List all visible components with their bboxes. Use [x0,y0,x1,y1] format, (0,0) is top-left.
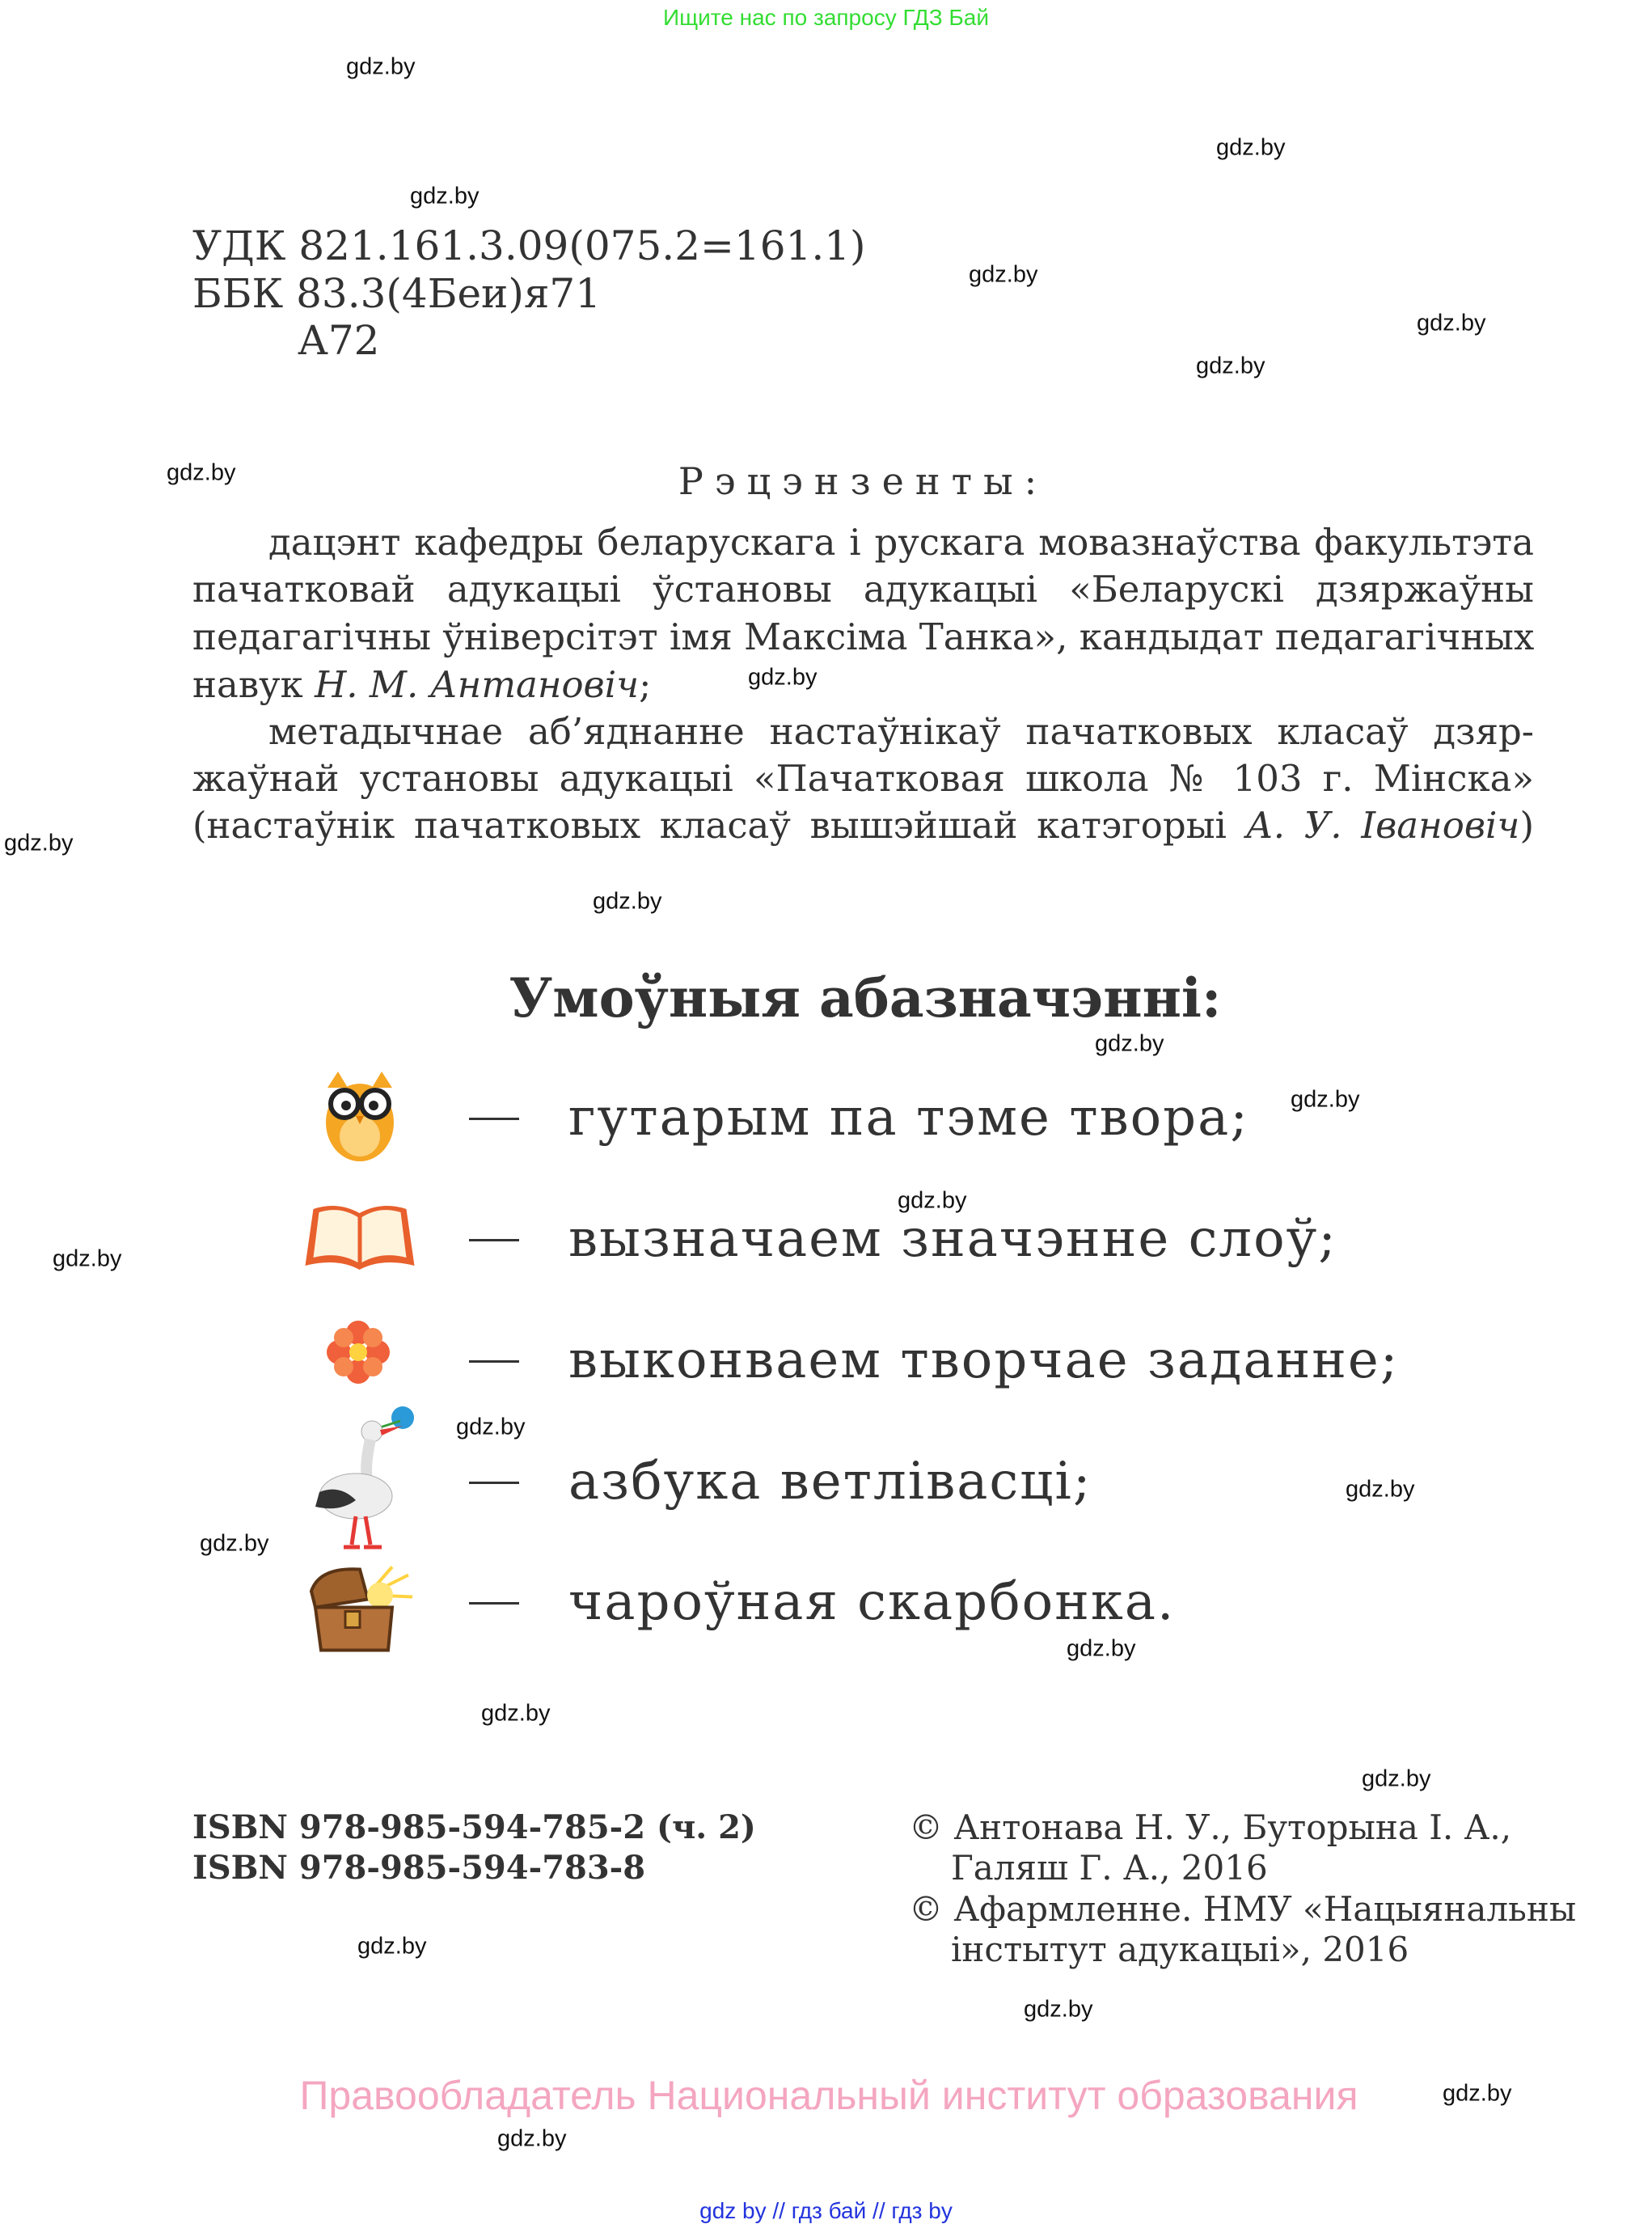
bbk-line: ББК 83.3(4Беи)я71 [192,270,602,317]
watermark: gdz.by [1291,1086,1360,1113]
legend-dash [469,1239,519,1241]
treasure-chest-icon [303,1563,416,1656]
legend-item-text: чароўная скарбонка. [568,1572,1176,1632]
top-banner[interactable]: Ищите нас по запросу ГДЗ Бай [662,5,990,30]
watermark: gdz.by [1362,1765,1431,1792]
watermark: gdz.by [593,888,662,915]
watermark: gdz.by [1216,134,1286,161]
reviewer-line [192,662,1534,708]
watermark: gdz.by [4,830,74,856]
legend-title: Умоўныя абазначэнні: [509,966,1222,1030]
legend-item-text: вызначаем значэнне слоў; [568,1209,1337,1269]
flower-icon [326,1320,391,1385]
watermark: gdz.by [481,1700,551,1727]
reviewer-name: А. У. Івановіч [1245,804,1520,847]
copyright-authors-cont: Галяш Г. А., 2016 [951,1848,1268,1888]
watermark: gdz.by [357,1933,427,1960]
watermark: gdz.by [1095,1030,1164,1057]
reviewers-title: Рэцэнзенты: [678,459,1049,503]
watermark: gdz.by [898,1187,967,1214]
text: ; [639,663,652,706]
copyright-design-cont: інстытут адукацыі», 2016 [951,1930,1409,1969]
watermark: gdz.by [1443,2080,1512,2107]
watermark: gdz.by [1346,1476,1415,1503]
reviewer-line: метадычнае аб’яднанне настаўнікаў пачатковых класаў дзяр- [268,710,1534,753]
copyright-authors: © Антонава Н. У., Буторына І. А., [909,1808,1512,1847]
legend-item-text: азбука ветлівасці; [568,1452,1092,1512]
author-mark: А72 [298,317,380,364]
reviewer-name: Н. М. Антановіч [315,663,640,706]
watermark: gdz.by [497,2125,567,2152]
watermark: gdz.by [748,664,818,691]
book-icon [302,1201,419,1274]
watermark: gdz.by [1417,310,1486,336]
owl-icon [315,1068,404,1165]
watermark: gdz.by [200,1530,269,1557]
watermark: gdz.by [53,1245,122,1272]
legend-dash [469,1118,519,1120]
isbn-part: ISBN 978-985-594-785-2 (ч. 2) [192,1808,756,1846]
watermark: gdz.by [1067,1635,1136,1662]
reviewer-line [192,802,1534,849]
udk-line: УДК 821.161.3.09(075.2=161.1) [192,222,866,269]
watermark: gdz.by [456,1414,526,1440]
legend-item-text: выконваем творчае заданне; [568,1330,1400,1390]
reviewer-line: жаўнай установы адукацыі «Пачатковая школа № 103 г. Мінска» [192,757,1534,800]
text: ) [1519,804,1534,847]
text: навук [192,663,315,706]
rights-holder-notice: Правообладатель Национальный институт образования [299,2073,1358,2118]
watermark: gdz.by [1196,353,1265,379]
watermark: gdz.by [1024,1996,1093,2023]
text: (настаўнік пачатковых класаў вышэйшай катэгорыі [192,804,1246,847]
copyright-design: © Афармленне. НМУ «Нацыянальны [909,1889,1577,1929]
watermark: gdz.by [969,261,1038,288]
watermark: gdz.by [410,183,480,209]
legend-dash [469,1482,519,1484]
stork-icon [307,1403,420,1557]
reviewer-line: педагагічны ўніверсітэт імя Максіма Танка», кандыдат педагагічных [192,615,1535,658]
reviewer-line: дацэнт кафедры беларускага і рускага мовазнаўства факультэта [268,521,1534,564]
legend-dash [469,1360,519,1363]
legend-item-text: гутарым па тэме твора; [568,1088,1249,1148]
bottom-links[interactable]: gdz by // гдз бай // гдз by [699,2198,953,2223]
isbn-set: ISBN 978-985-594-783-8 [192,1849,646,1887]
reviewer-line: пачатковай адукацыі ўстановы адукацыі «Беларускі дзяржаўны [192,568,1534,611]
legend-dash [469,1602,519,1605]
watermark: gdz.by [346,53,416,80]
watermark: gdz.by [167,459,236,486]
